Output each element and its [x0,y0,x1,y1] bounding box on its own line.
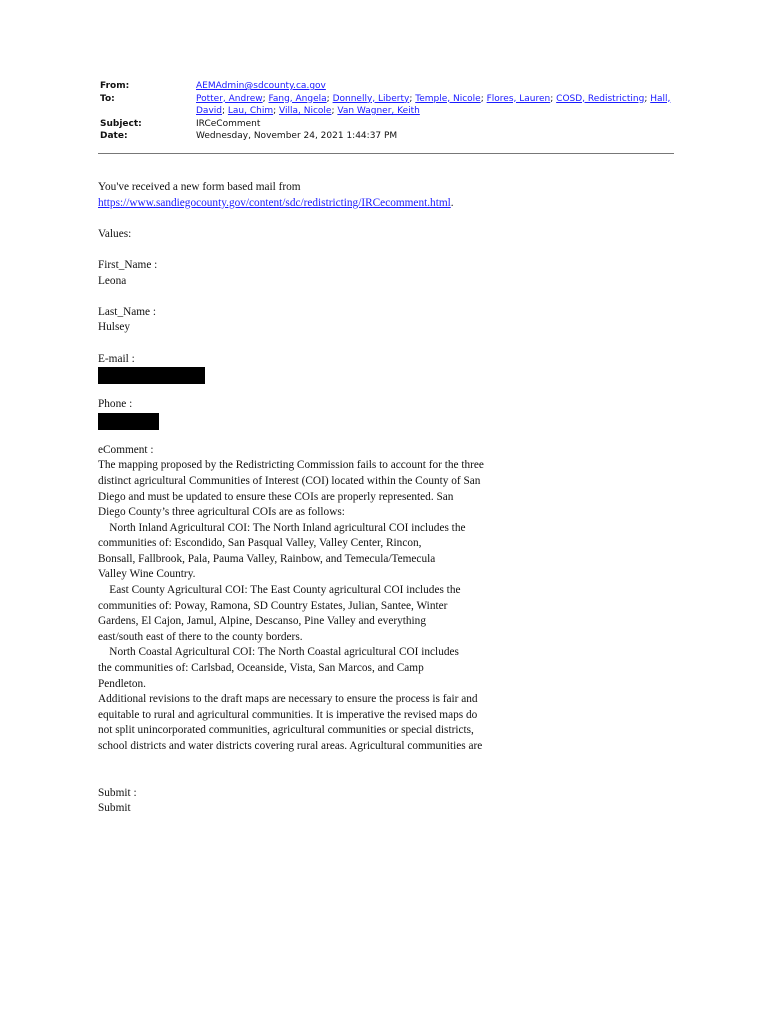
email-body [98,180,538,817]
ecomment-line: Diego County’s three agricultural COIs are as follows: [98,506,345,519]
ecomment-label: eComment : [98,443,154,456]
ecomment-line: Diego and must be updated to ensure these COIs are properly represented. San [98,490,454,503]
subject-value: IRCeComment [196,118,261,129]
last-name-label: Last_Name : [98,305,157,318]
recipient-link[interactable]: Hall, David [196,93,671,116]
last-name-value: Hulsey [98,321,131,334]
ecomment-line: the communities of: Carlsbad, Oceanside, Vista, San Marcos, and Camp [98,662,424,675]
submit-label: Submit : [98,786,137,799]
date-value: Wednesday, November 24, 2021 1:44:37 PM [196,131,398,141]
recipient-link[interactable]: Donnelly, Liberty [332,93,410,104]
date-label: Date: [100,131,128,141]
recipient-link[interactable]: Van Wagner, Keith [337,106,420,116]
first-name-value: Leona [98,274,127,287]
intro-period: . [450,196,454,209]
ecomment-line: Bonsall, Fallbrook, Pala, Pauma Valley, Rainbow, and Temecula/Temecula [98,552,436,565]
ecomment-line: not split unincorporated communities, agricultural communities or special districts, [98,724,474,737]
email-redaction [98,367,205,384]
recipient-link[interactable]: COSD, Redistricting [556,93,645,104]
ecomment-text [98,458,538,754]
ecomment-line: North Coastal Agricultural COI: The North Coastal agricultural COI includes [98,646,459,659]
ecomment-line: The mapping proposed by the Redistricting Commission fails to account for the three [98,459,484,472]
recipient-link[interactable]: Fang, Angela [268,93,327,104]
from-row [100,80,680,93]
intro-text: You've received a new form based mail from [98,181,301,193]
email-label: E-mail : [98,352,135,365]
ecomment-line: Pendleton. [98,677,147,690]
form-url-link[interactable]: https://www.sandiegocounty.gov/content/sdc/redistricting/IRCecomment.html [98,196,451,209]
header-divider [98,153,674,154]
first-name-label: First_Name : [98,258,158,271]
email-header [100,80,680,143]
ecomment-line: communities of: Poway, Ramona, SD Country Estates, Julian, Santee, Winter [98,599,448,612]
to-label: To: [100,93,115,104]
ecomment-line: Additional revisions to the draft maps are necessary to ensure the process is fair and [98,693,478,706]
ecomment-line: Gardens, El Cajon, Jamul, Alpine, Descanso, Pine Valley and everything [98,615,426,628]
ecomment-line: East County Agricultural COI: The East County agricultural COI includes the [98,584,461,597]
date-row [100,130,680,143]
recipient-link[interactable]: Temple, Nicole [415,93,481,104]
recipient-link[interactable]: Potter, Andrew [196,93,263,104]
values-label: Values: [98,227,132,240]
phone-redaction [98,413,159,430]
to-recipients: Potter, Andrew; Fang, Angela; Donnelly, Liberty; Temple, Nicole; Flores, Lauren; COSD, Redistricting; Hall, David; Lau, Chim; Villa, Nicole; Van Wagner, Keith [196,93,671,116]
from-label: From: [100,81,130,91]
subject-row [100,118,680,131]
subject-label: Subject: [100,118,142,129]
ecomment-line: distinct agricultural Communities of Interest (COI) located within the County of San [98,474,481,487]
ecomment-line: communities of: Escondido, San Pasqual Valley, Valley Center, Rincon, [98,537,422,550]
ecomment-line: Valley Wine Country. [98,568,196,581]
phone-label: Phone : [98,398,133,411]
recipient-link[interactable]: Villa, Nicole [279,106,332,116]
ecomment-line: school districts and water districts covering rural areas. Agricultural communities are [98,740,483,752]
ecomment-line: equitable to rural and agricultural communities. It is imperative the revised maps do [98,708,478,721]
ecomment-line: east/south east of there to the county borders. [98,630,303,643]
to-row [100,93,680,118]
ecomment-line: North Inland Agricultural COI: The North Inland agricultural COI includes the [98,521,466,534]
intro-link-line [98,196,538,212]
from-email-link[interactable]: AEMAdmin@sdcounty.ca.gov [196,81,326,91]
submit-value: Submit [98,802,131,815]
recipient-link[interactable]: Lau, Chim [227,106,274,116]
recipient-link[interactable]: Flores, Lauren [486,93,551,104]
